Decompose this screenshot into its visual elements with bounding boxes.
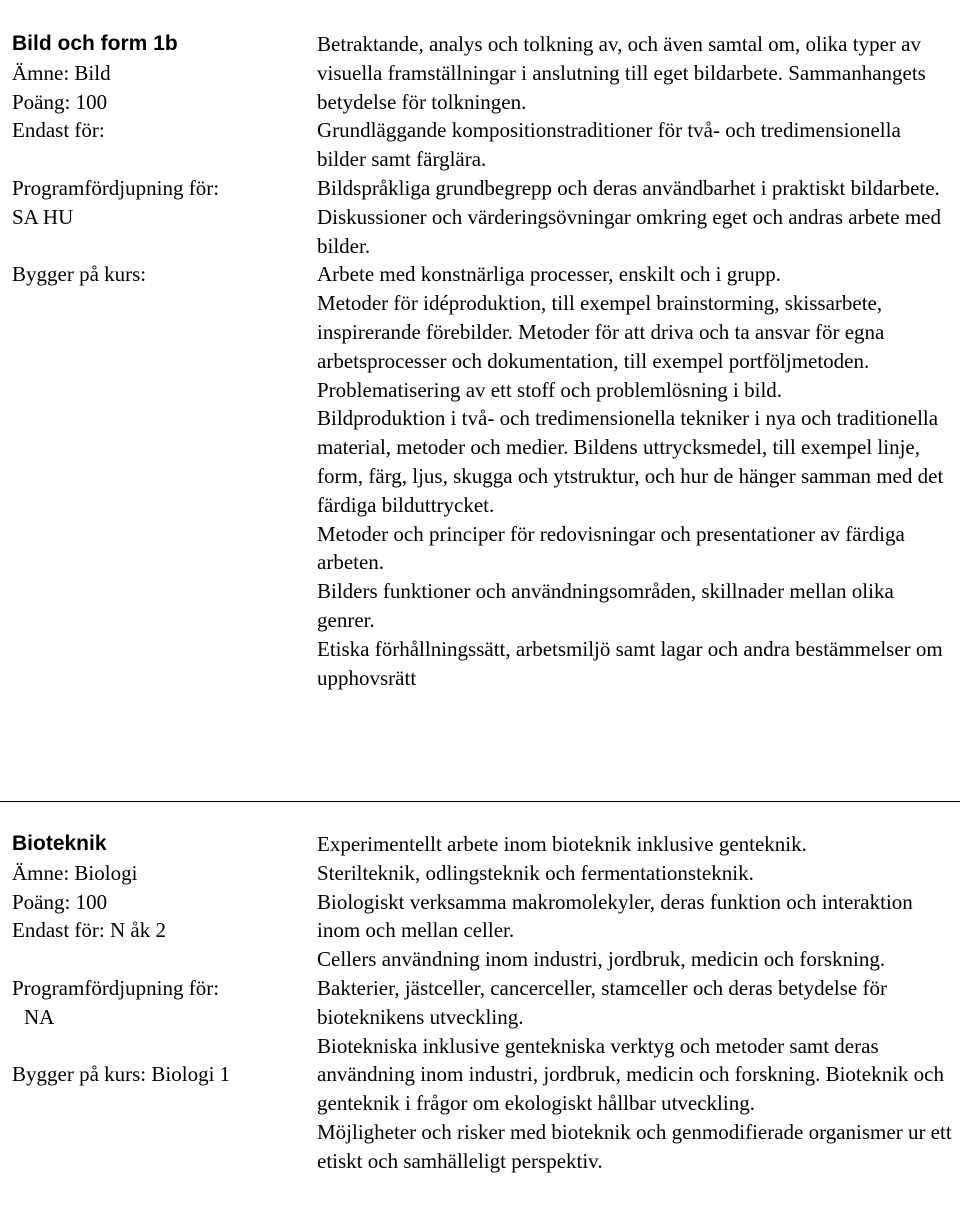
content-paragraph: Betraktande, analys och tolkning av, och även samtal om, olika typer av visuella framställningar i anslutning till eget bildarbete. Sammanhangets betydelse för tolkningen. [317, 32, 926, 114]
content-paragraph: Möjligheter och risker med bioteknik och genmodifierade organismer ur ett etiskt och samhälleligt perspektiv. [317, 1119, 952, 1173]
course-subject: Ämne: Bild [12, 60, 111, 85]
course-title: Bild och form 1b [12, 32, 178, 55]
content-paragraph: Metoder och principer för redovisningar och presentationer av färdiga arbeten. [317, 521, 905, 575]
course-points: Poäng: 100 [12, 889, 108, 914]
content-paragraph: Cellers användning inom industri, jordbruk, medicin och forskning. Bakterier, jästceller, cancerceller, stamceller och deras betydelse för bioteknikens utveckling. [317, 947, 887, 1029]
content-paragraph: Problematisering av ett stoff och problemlösning i bild. [317, 377, 783, 402]
course-content [317, 830, 953, 1176]
course-content [317, 30, 953, 692]
course-points: Poäng: 100 [12, 89, 108, 114]
course-meta [12, 30, 302, 289]
content-paragraph: Bildproduktion i två- och tredimensionella tekniker i nya och traditionella material, metoder och medier. Bildens uttrycksmedel, till exempel linje, form, färg, ljus, skugga och ytstruktur, och hur de hänger samman med det färdiga bilduttrycket. [317, 406, 944, 517]
content-paragraph: Diskussioner och värderingsövningar omkring eget och andras arbete med bilder. [317, 204, 941, 258]
course-meta [12, 830, 302, 1089]
section-divider [0, 801, 960, 802]
course-program-spec-value: NA [24, 1004, 55, 1029]
content-paragraph: Sterilteknik, odlingsteknik och fermentationsteknik. [317, 860, 754, 885]
course-program-spec-value: SA HU [12, 204, 74, 229]
content-paragraph: Metoder för idéproduktion, till exempel brainstorming, skissarbete, inspirerande förebilder. Metoder för att driva och ta ansvar för egna arbetsprocesser och dokumentation, till exempel portföljmetoden. [317, 291, 885, 373]
course-builds-on: Bygger på kurs: Biologi 1 [12, 1062, 231, 1087]
content-paragraph: Experimentellt arbete inom bioteknik inklusive genteknik. [317, 832, 807, 856]
content-paragraph: Biologiskt verksamma makromolekyler, deras funktion och interaktion inom och mellan celler. [317, 889, 913, 943]
content-paragraph: Biotekniska inklusive gentekniska verktyg och metoder samt deras användning inom industri, jordbruk, medicin och forskning. Bioteknik och genteknik i frågor om ekologiskt hållbar utveckling. [317, 1033, 944, 1116]
content-paragraph: Grundläggande kompositionstraditioner för två- och tredimensionella bilder samt färglära. [317, 118, 901, 172]
course-subject: Ämne: Biologi [12, 860, 138, 885]
content-paragraph: Bildspråkliga grundbegrepp och deras användbarhet i praktiskt bildarbete. [317, 175, 940, 200]
course-program-spec-label: Programfördjupning för: [12, 975, 220, 1000]
course-only-for: Endast för: N åk 2 [12, 918, 166, 943]
course-builds-on: Bygger på kurs: [12, 262, 147, 287]
content-paragraph: Etiska förhållningssätt, arbetsmiljö samt lagar och andra bestämmelser om upphovsrätt [317, 636, 943, 690]
content-paragraph: Arbete med konstnärliga processer, enskilt och i grupp. [317, 262, 781, 287]
content-paragraph: Bilders funktioner och användningsområden, skillnader mellan olika genrer. [317, 579, 894, 632]
course-program-spec-label: Programfördjupning för: [12, 175, 220, 200]
course-title: Bioteknik [12, 832, 107, 855]
course-only-for: Endast för: [12, 118, 105, 143]
